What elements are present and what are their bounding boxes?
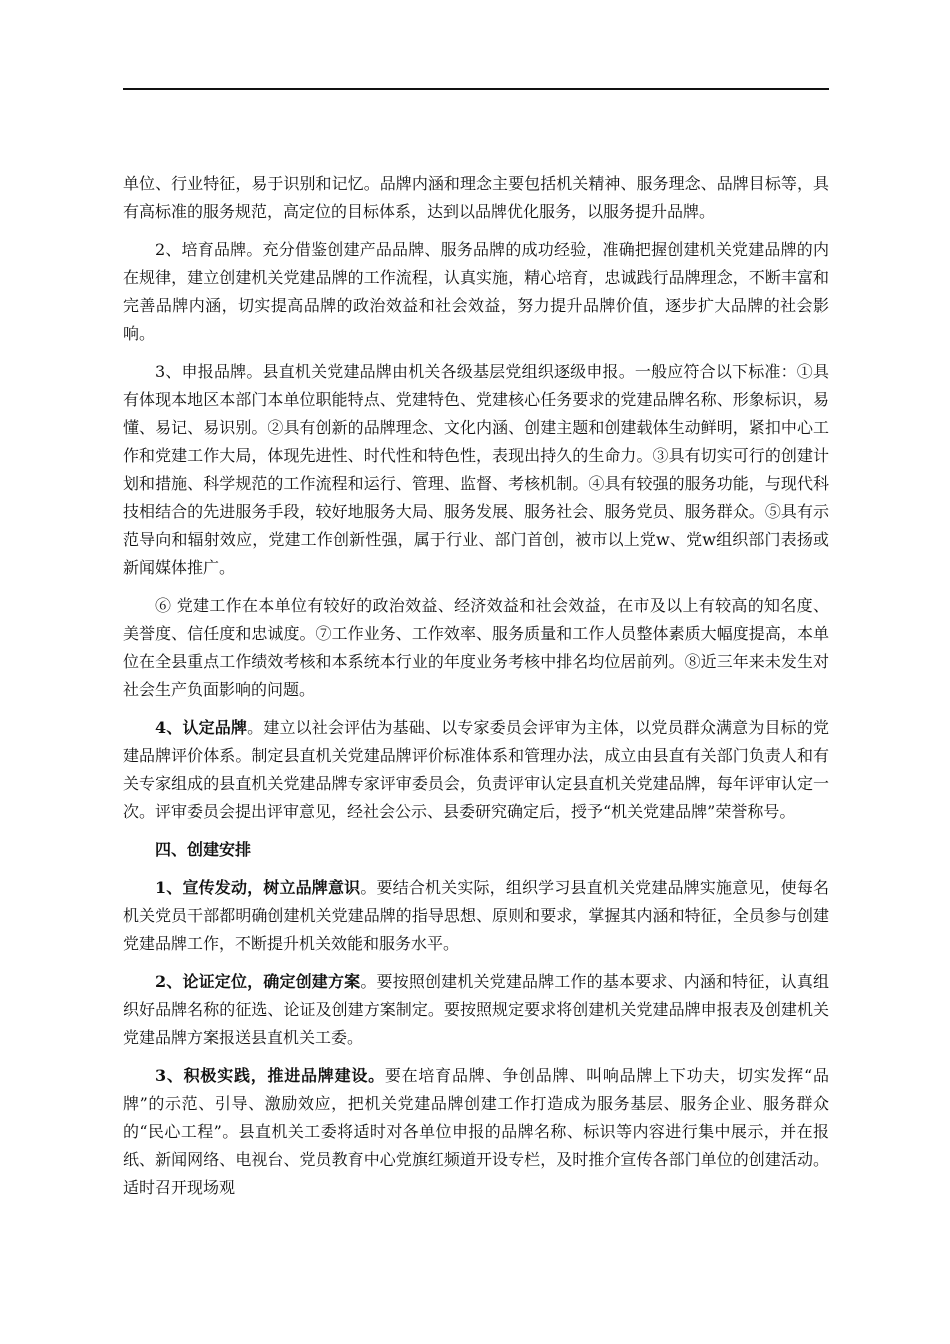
paragraph-brand-connotation: [123, 170, 829, 226]
paragraph-text: 单位、行业特征，易于识别和记忆。品牌内涵和理念主要包括机关精神、服务理念、品牌目标等，具有高标准的服务规范，高定位的目标体系，达到以品牌优化服务，以服务提升品牌。: [123, 174, 829, 221]
paragraph-lead: 2、论证定位，确定创建方案: [155, 972, 361, 991]
header-rule: [123, 88, 829, 90]
paragraph-arrangement-2: [123, 968, 829, 1052]
paragraph-arrangement-1: [123, 874, 829, 958]
paragraph-declare-brand: [123, 358, 829, 582]
document-body: [123, 170, 829, 1212]
paragraph-lead: 1、宣传发动，树立品牌意识: [155, 878, 361, 897]
section-heading: 四、创建安排: [155, 840, 252, 859]
paragraph-certify-brand: [123, 714, 829, 826]
paragraph-text: 要在培育品牌、争创品牌、叫响品牌上下功夫，切实发挥“品牌”的示范、引导、激励效应，把机关党建品牌创建工作打造成为服务基层、服务企业、服务群众的“民心工程”。县直机关工委将适时对各单位申报的品牌名称、标识等内容进行集中展示，并在报纸、新闻网络、电视台、党员教育中心党旗红频道开设专栏，及时推介宣传各部门单位的创建活动。适时召开现场观: [123, 1066, 829, 1197]
paragraph-text: 。要结合机关实际，组织学习县直机关党建品牌实施意见，使每名机关党员干部都明确创建机关党建品牌的指导思想、原则和要求，掌握其内涵和特征，全员参与创建党建品牌工作，不断提升机关效能和服务水平。: [123, 878, 829, 953]
paragraph-arrangement-3: [123, 1062, 829, 1202]
paragraph-text: 3、申报品牌。县直机关党建品牌由机关各级基层党组织逐级申报。一般应符合以下标准：①具有体现本地区本部门本单位职能特点、党建特色、党建核心任务要求的党建品牌名称、形象标识，易懂、易记、易识别。②具有创新的品牌理念、文化内涵、创建主题和创建载体生动鲜明，紧扣中心工作和党建工作大局，体现先进性、时代性和特色性，表现出持久的生命力。③具有切实可行的创建计划和措施、科学规范的工作流程和运行、管理、监督、考核机制。④具有较强的服务功能，与现代科技相结合的先进服务手段，较好地服务大局、服务发展、服务社会、服务党员、服务群众。⑤具有示范导向和辐射效应，党建工作创新性强，属于行业、部门首创，被市以上党w、党w组织部门表扬或新闻媒体推广。: [123, 362, 829, 577]
paragraph-lead: 3、积极实践，推进品牌建设。: [155, 1066, 385, 1085]
paragraph-text: 2、培育品牌。充分借鉴创建产品品牌、服务品牌的成功经验，准确把握创建机关党建品牌的内在规律，建立创建机关党建品牌的工作流程，认真实施，精心培育，忠诚践行品牌理念，不断丰富和完善品牌内涵，切实提高品牌的政治效益和社会效益，努力提升品牌价值，逐步扩大品牌的社会影响。: [123, 240, 829, 343]
paragraph-text: 。要按照创建机关党建品牌工作的基本要求、内涵和特征，认真组织好品牌名称的征选、论证及创建方案制定。要按照规定要求将创建机关党建品牌申报表及创建机关党建品牌方案报送县直机关工委。: [123, 972, 829, 1047]
paragraph-lead: 4、认定品牌: [155, 718, 248, 737]
paragraph-text: ⑥ 党建工作在本单位有较好的政治效益、经济效益和社会效益，在市及以上有较高的知名度、美誉度、信任度和忠诚度。⑦工作业务、工作效率、服务质量和工作人员整体素质大幅度提高，本单位在全县重点工作绩效考核和本系统本行业的年度业务考核中排名均位居前列。⑧近三年来未发生对社会生产负面影响的问题。: [123, 596, 829, 699]
paragraph-cultivate-brand: [123, 236, 829, 348]
paragraph-text: 。建立以社会评估为基础、以专家委员会评审为主体，以党员群众满意为目标的党建品牌评价体系。制定县直机关党建品牌评价标准体系和管理办法，成立由县直有关部门负责人和有关专家组成的县直机关党建品牌专家评审委员会，负责评审认定县直机关党建品牌，每年评审认定一次。评审委员会提出评审意见，经社会公示、县委研究确定后，授予“机关党建品牌”荣誉称号。: [123, 718, 829, 821]
paragraph-declare-standards-cont: [123, 592, 829, 704]
